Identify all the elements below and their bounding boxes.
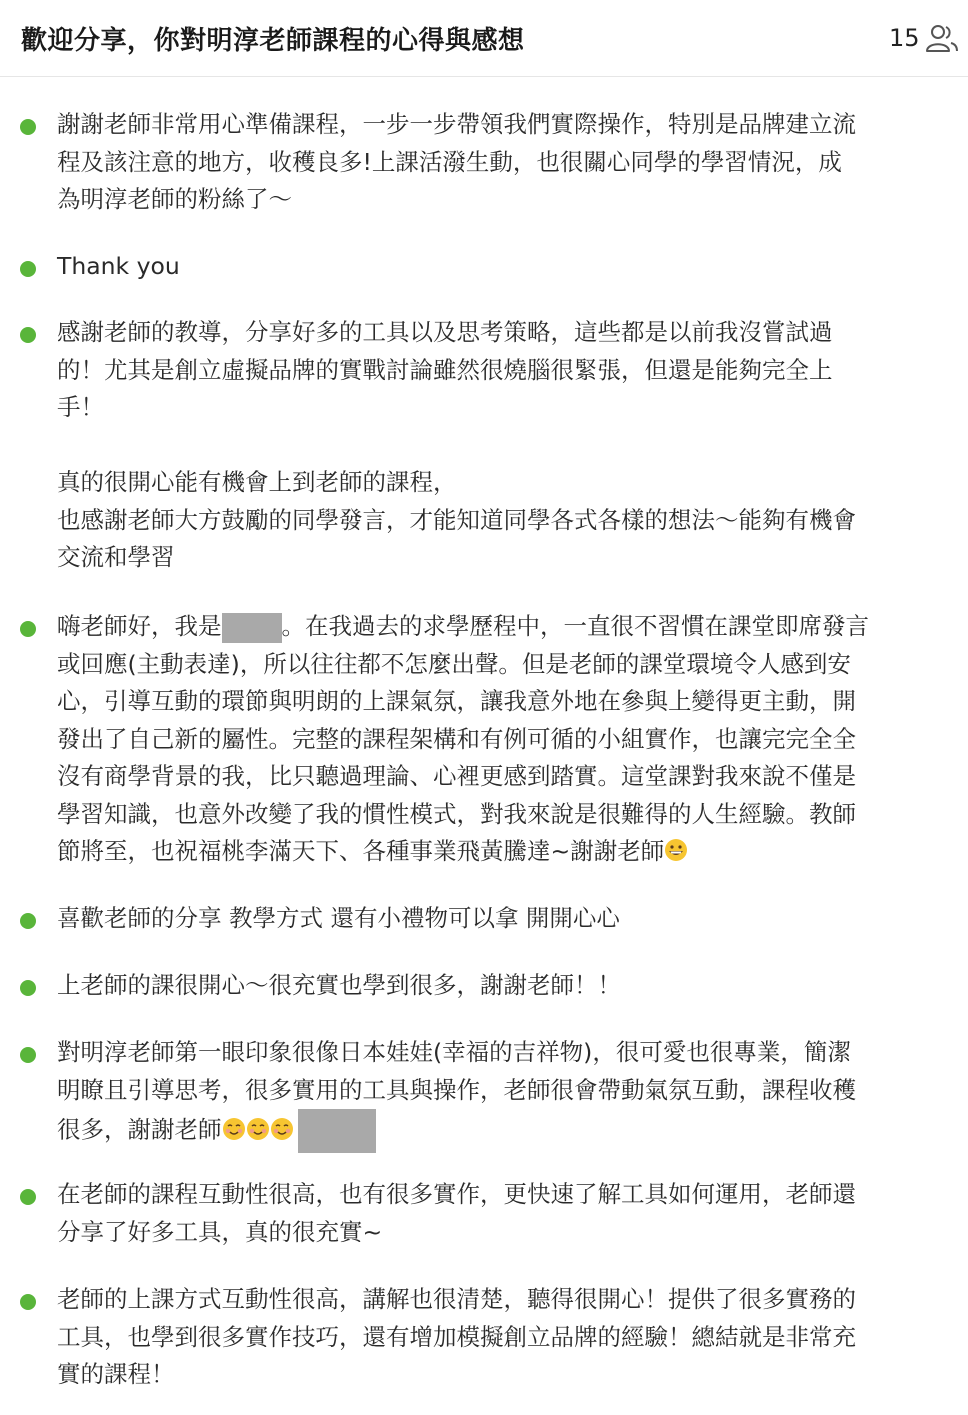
text-line: 分享了好多工具，真的很充實~: [57, 1217, 383, 1246]
smiling-face-emoji: [270, 1117, 294, 1141]
text-line: 工具，也學到很多實作技巧，還有增加模擬創立品牌的經驗！總結就是非常充: [57, 1322, 856, 1351]
text-fragment: 。在我過去的求學歷程中，一直很不習慣在課堂即席發言: [281, 612, 869, 640]
text-line: 手！: [57, 393, 104, 421]
redacted-name: [222, 613, 282, 643]
text-line: 上老師的課很開心～很充實也學到很多，謝謝老師！！: [57, 971, 621, 999]
comment-text: [57, 608, 937, 871]
smiling-face-emoji: [246, 1117, 270, 1141]
text-line: [57, 833, 937, 871]
text-line: 學習知識，也意外改變了我的慣性模式，對我來說是很難得的人生經驗。教師: [57, 799, 856, 828]
people-icon[interactable]: [925, 23, 959, 53]
text-line: 的！尤其是創立虛擬品牌的實戰討論雖然很燒腦很緊張，但還是能夠完全上: [57, 355, 833, 384]
text-fragment: 嗨老師好，我是: [57, 612, 222, 640]
text-line: 交流和學習: [57, 543, 175, 571]
text-line: 沒有商學背景的我，比只聽過理論、心裡更感到踏實。這堂課對我來說不僅是: [57, 762, 856, 790]
text-line: [57, 608, 937, 646]
text-line: 也感謝老師大方鼓勵的同學發言，才能知道同學各式各樣的想法～能夠有機會: [57, 505, 856, 534]
participant-count: 15: [889, 24, 920, 52]
bullet-icon: [20, 261, 36, 277]
text-line: 對明淳老師第一眼印象很像日本娃娃(幸福的吉祥物)，很可愛也很專業，簡潔: [57, 1038, 851, 1066]
text-line: 在老師的課程互動性很高，也有很多實作，更快速了解工具如何運用，老師還: [57, 1180, 856, 1208]
text-line: Thank you: [57, 252, 180, 280]
bullet-icon: [20, 913, 36, 929]
comment-text: [57, 1034, 937, 1153]
bullet-icon: [20, 1047, 36, 1063]
bullet-icon: [20, 621, 36, 637]
text-line: 感謝老師的教導，分享好多的工具以及思考策略，這些都是以前我沒嘗試過: [57, 318, 833, 346]
comment-text: [57, 248, 937, 286]
text-line: 為明淳老師的粉絲了～: [57, 185, 292, 213]
bullet-icon: [20, 119, 36, 135]
text-line: 謝謝老師非常用心準備課程，一步一步帶領我們實際操作，特別是品牌建立流: [57, 110, 856, 138]
text-line: 或回應(主動表達)，所以往往都不怎麼出聲。但是老師的課堂環境令人感到安: [57, 649, 851, 678]
redacted-name: [298, 1109, 376, 1153]
comment-text: [57, 314, 937, 577]
text-line: 真的很開心能有機會上到老師的課程，: [57, 468, 457, 496]
paragraph-gap: [57, 427, 937, 465]
topic-header: [0, 0, 968, 77]
comment-text: [57, 106, 937, 219]
comment-text: [57, 1281, 937, 1394]
comment-text: [57, 1176, 937, 1251]
bullet-icon: [20, 980, 36, 996]
text-line: 明瞭且引導思考，很多實用的工具與操作，老師很會帶動氣氛互動，課程收穫: [57, 1075, 856, 1104]
bullet-icon: [20, 327, 36, 343]
text-line: 實的課程！: [57, 1360, 175, 1388]
bullet-icon: [20, 1189, 36, 1205]
text-line: 老師的上課方式互動性很高，講解也很清楚，聽得很開心！提供了很多實務的: [57, 1285, 856, 1313]
smiling-face-emoji: [222, 1117, 246, 1141]
text-line: 心，引導互動的環節與明朗的上課氣氛，讓我意外地在參與上變得更主動，開: [57, 687, 856, 715]
text-line: 程及該注意的地方，收穫良多!上課活潑生動，也很關心同學的學習情況，成: [57, 147, 842, 176]
comment-text: [57, 967, 937, 1005]
text-line: 發出了自己新的屬性。完整的課程架構和有例可循的小組實作，也讓完完全全: [57, 724, 856, 753]
bullet-icon: [20, 1294, 36, 1310]
text-line: [57, 1109, 937, 1153]
text-fragment: 節將至，也祝福桃李滿天下、各種事業飛黃騰達~謝謝老師: [57, 837, 665, 865]
comment-text: [57, 900, 937, 938]
text-fragment: 很多，謝謝老師: [57, 1115, 222, 1144]
grinning-face-emoji: [664, 838, 688, 862]
text-line: 喜歡老師的分享 教學方式 還有小禮物可以拿 開開心心: [57, 904, 620, 932]
page-title: 歡迎分享，你對明淳老師課程的心得與感想: [21, 26, 525, 56]
